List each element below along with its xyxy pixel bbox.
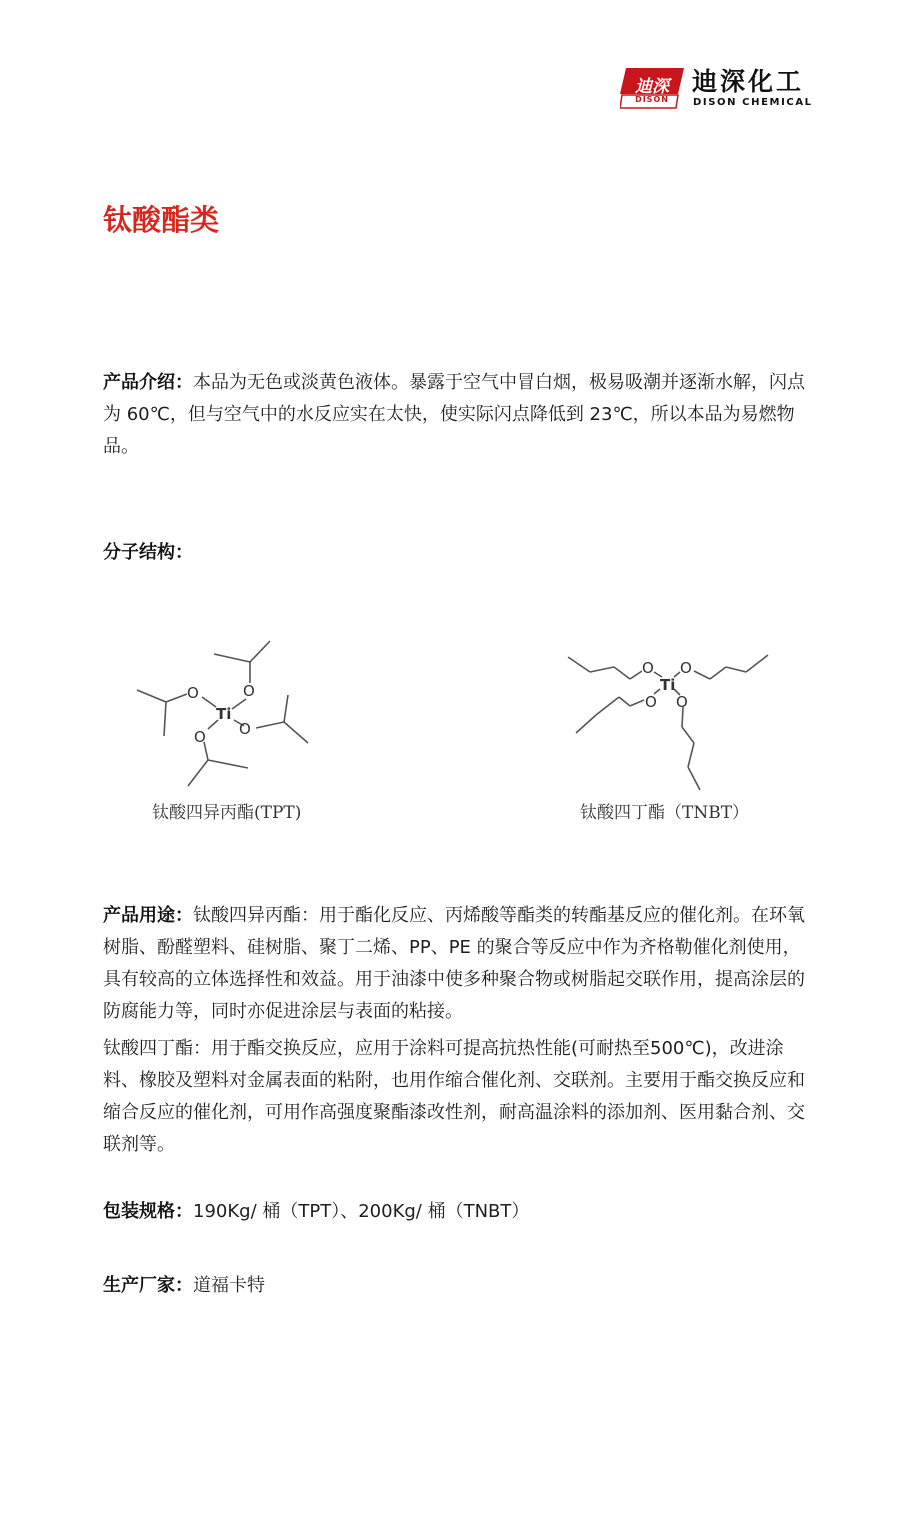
company-logo	[620, 68, 820, 110]
tnbt-oxygen-lower-right: O	[676, 693, 688, 711]
intro-paragraph	[103, 367, 815, 463]
usage-paragraph-2	[103, 1033, 815, 1161]
tnbt-oxygen-lower-left: O	[645, 693, 657, 711]
maker-paragraph	[103, 1270, 815, 1302]
logo-name-en: DISON CHEMICAL	[693, 97, 813, 108]
logo-badge	[620, 68, 684, 109]
usage-label: 产品用途：	[103, 905, 193, 926]
tpt-oxygen-bottom: O	[194, 728, 206, 746]
tpt-titanium: Ti	[216, 705, 232, 723]
tpt-caption: 钛酸四异丙酯(TPT)	[152, 803, 302, 823]
tpt-structure-diagram	[120, 630, 320, 790]
usage-paragraph-1	[103, 900, 815, 1028]
intro-label: 产品介绍：	[103, 372, 193, 393]
tnbt-titanium: Ti	[660, 676, 676, 694]
page-title: 钛酸酯类	[103, 203, 220, 237]
logo-badge-cn: 迪深	[635, 77, 669, 97]
usage-text-1: 钛酸四异丙酯：用于酯化反应、丙烯酸等酯类的转酯基反应的催化剂。在环氧树脂、酚醛塑料、硅树脂、聚丁二烯、PP、PE 的聚合等反应中作为齐格勒催化剂使用，具有较高的立体选择性和效益。用于油漆中使多种聚合物或树脂起交联作用，提高涂层的防腐能力等，同时亦促进涂层与表面的粘接。	[103, 905, 805, 1022]
structure-heading: 分子结构：	[103, 542, 193, 563]
packing-text: 190Kg/ 桶（TPT）、200Kg/ 桶（TNBT）	[193, 1201, 530, 1222]
tnbt-skeleton	[560, 645, 780, 795]
packing-paragraph	[103, 1196, 815, 1228]
tnbt-structure-diagram	[560, 645, 780, 795]
maker-text: 道福卡特	[193, 1275, 265, 1296]
tnbt-oxygen-upper-left: O	[642, 659, 654, 677]
tpt-oxygen-left: O	[187, 684, 199, 702]
tpt-skeleton	[120, 630, 320, 790]
packing-label: 包装规格：	[103, 1201, 193, 1222]
tpt-oxygen-right: O	[239, 720, 251, 738]
tpt-oxygen-top: O	[243, 682, 255, 700]
logo-badge-en: DISON	[635, 95, 669, 104]
tnbt-oxygen-upper-right: O	[680, 659, 692, 677]
logo-name-cn: 迪深化工	[692, 67, 805, 96]
tnbt-caption: 钛酸四丁酯（TNBT）	[580, 803, 750, 823]
intro-text: 本品为无色或淡黄色液体。暴露于空气中冒白烟，极易吸潮并逐渐水解，闪点为 60℃，但与空气中的水反应实在太快，使实际闪点降低到 23℃，所以本品为易燃物品。	[103, 372, 805, 457]
maker-label: 生产厂家：	[103, 1275, 193, 1296]
usage-text-2: 钛酸四丁酯：用于酯交换反应，应用于涂料可提高抗热性能(可耐热至500℃)，改进涂料、橡胶及塑料对金属表面的粘附，也用作缩合催化剂、交联剂。主要用于酯交换反应和缩合反应的催化剂，可用作高强度聚酯漆改性剂，耐高温涂料的添加剂、医用黏合剂、交联剂等。	[103, 1038, 805, 1155]
